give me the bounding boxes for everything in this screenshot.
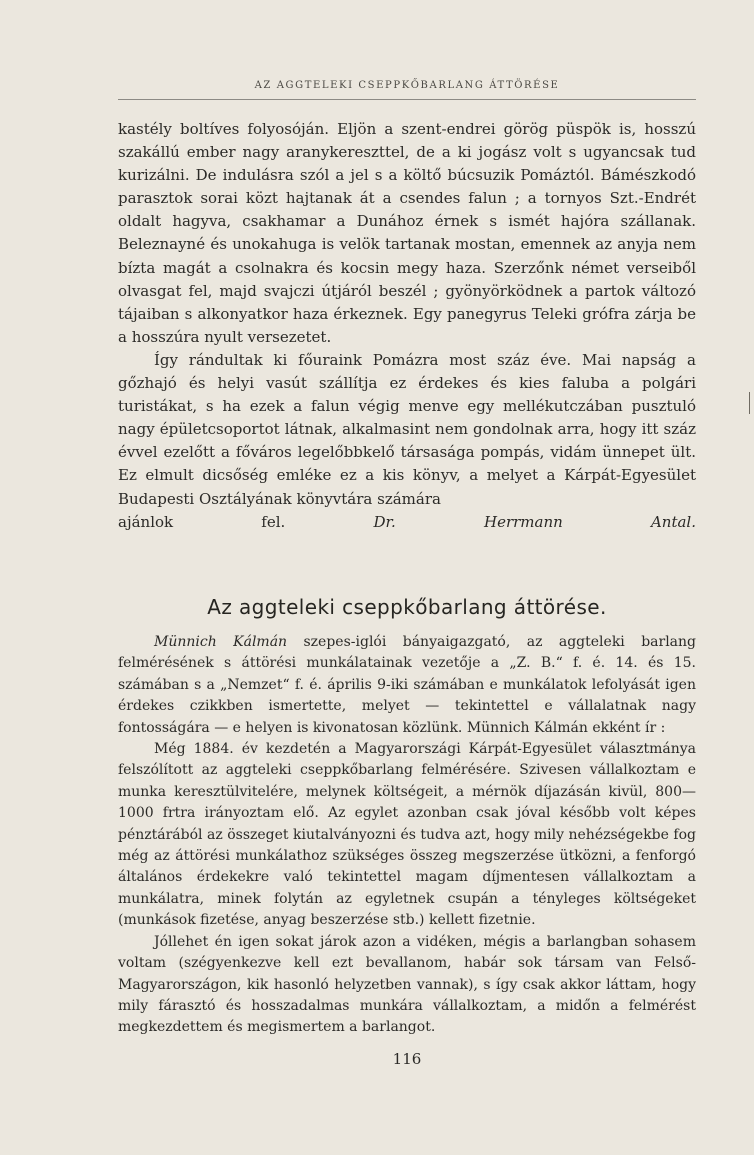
closing-text: ajánlok fel. <box>118 512 286 531</box>
intro-text: szepes-iglói bányaigazgató, az aggteleki barlang felmérésének s áttörési munkálatainak vezetője a „Z. B.“ f. é. 14. és 15. számában s a „Nemzet“ f. é. április 9-iki számában e munkálatok lefolyását igen érdekes czikkben ismertette, melyet — tekintettel e vállalatnak nagy fontosságára — e helyen is kivonatosan közlünk. Münnich Kálmán ekként ír : <box>118 634 697 736</box>
preface-paragraph-1: kastély boltíves folyosóján. Eljön a szent-endrei görög püspök is, hosszú szakállú ember nagy aranykereszttel, de a ki jogász volt s ugyancsak tud kurizálni. De indulásra szól a jel s a költő búcsuzik Pomáztól. Bámészkodó parasztok sorai közt hajtanak át a csendes falun ; a tornyos Szt.-Endrét oldalt hagyva, csakhamar a Dunához érnek s ismét hajóra szállanak. Beleznayné és unokahuga is velök tartanak mostan, emennek az anyja nem bízta magát a csolnakra és kocsin megy haza. Szerzőnk német verseiből olvasgat fel, majd svajczi útjáról beszél ; gyönyörködnek a partok változó tájaiban s alkonyatkor haza érkeznek. Egy panegyrus Teleki grófra zárja be a hosszúra nyult versezetet. <box>118 120 696 346</box>
article-paragraph-2: Jóllehet én igen sokat járok azon a vidéken, mégis a barlangban sohasem voltam (szégyenkezve kell ezt bevallanom, habár sok társam van Felső-Magyarországon, kik hasonló helyzetben vannak), s így csak akkor láttam, hogy mily fárasztó és hosszadalmas munkára vállalkoztam, a midőn a felmérést megkezdettem és megismertem a barlangot. <box>118 933 696 1036</box>
article-title: Az aggteleki cseppkőbarlang áttörése. <box>207 595 607 619</box>
author-signature: Dr. Herrmann Antal. <box>373 512 696 531</box>
closing-line <box>118 511 696 534</box>
article-body <box>118 632 696 1039</box>
header-rule <box>118 99 696 100</box>
running-head: AZ AGGTELEKI CSEPPKŐBARLANG ÁTTÖRÉSE <box>254 80 560 91</box>
scan-edge-mark <box>749 392 750 414</box>
page-number: 116 <box>392 1050 422 1068</box>
intro-author-name: Münnich Kálmán <box>154 634 288 650</box>
preface-paragraph-2: Így rándultak ki főuraink Pomázra most száz éve. Mai napság a gőzhajó és helyi vasút szállítja ez érdekes és kies faluba a polgári turistákat, s ha ezek a falun végig menve egy mellékutczában pusztuló nagy épületcsoportot látnak, alkalmasint nem gondolnak arra, hogy itt száz évvel ezelőtt a főváros legelőbbkelő társasága pompás, vidám ünnepet ült. Ez elmult dicsőség emléke ez a kis könyv, a melyet a Kárpát-Egyesület Budapesti Osztályának könyvtára számára <box>118 350 696 508</box>
preface-text <box>118 118 696 534</box>
article-paragraph-1: Még 1884. év kezdetén a Magyarországi Kárpát-Egyesület választmánya felszólított az aggteleki cseppkőbarlang felmérésére. Szivesen vállalkoztam e munka keresztülvitelére, melynek költségeit, a mérnök díjazásán kivül, 800—1000 frtra irányoztam elő. Az egylet azonban csak jóval később volt képes pénztárából az összeget kiutalványozni és tudva azt, hogy mily nehézségekbe fog még az áttörési munkálathoz szükséges összeg megszerzése ütközni, a fenforgó általános érdekekre való tekintettel magam díjmentesen vállalkoztam a munkálatra, minek folytán az egyletnek csupán a tényleges költségeket (munkások fizetése, anyag beszerzése stb.) kellett fizetnie. <box>118 741 696 929</box>
article-intro <box>118 632 696 739</box>
